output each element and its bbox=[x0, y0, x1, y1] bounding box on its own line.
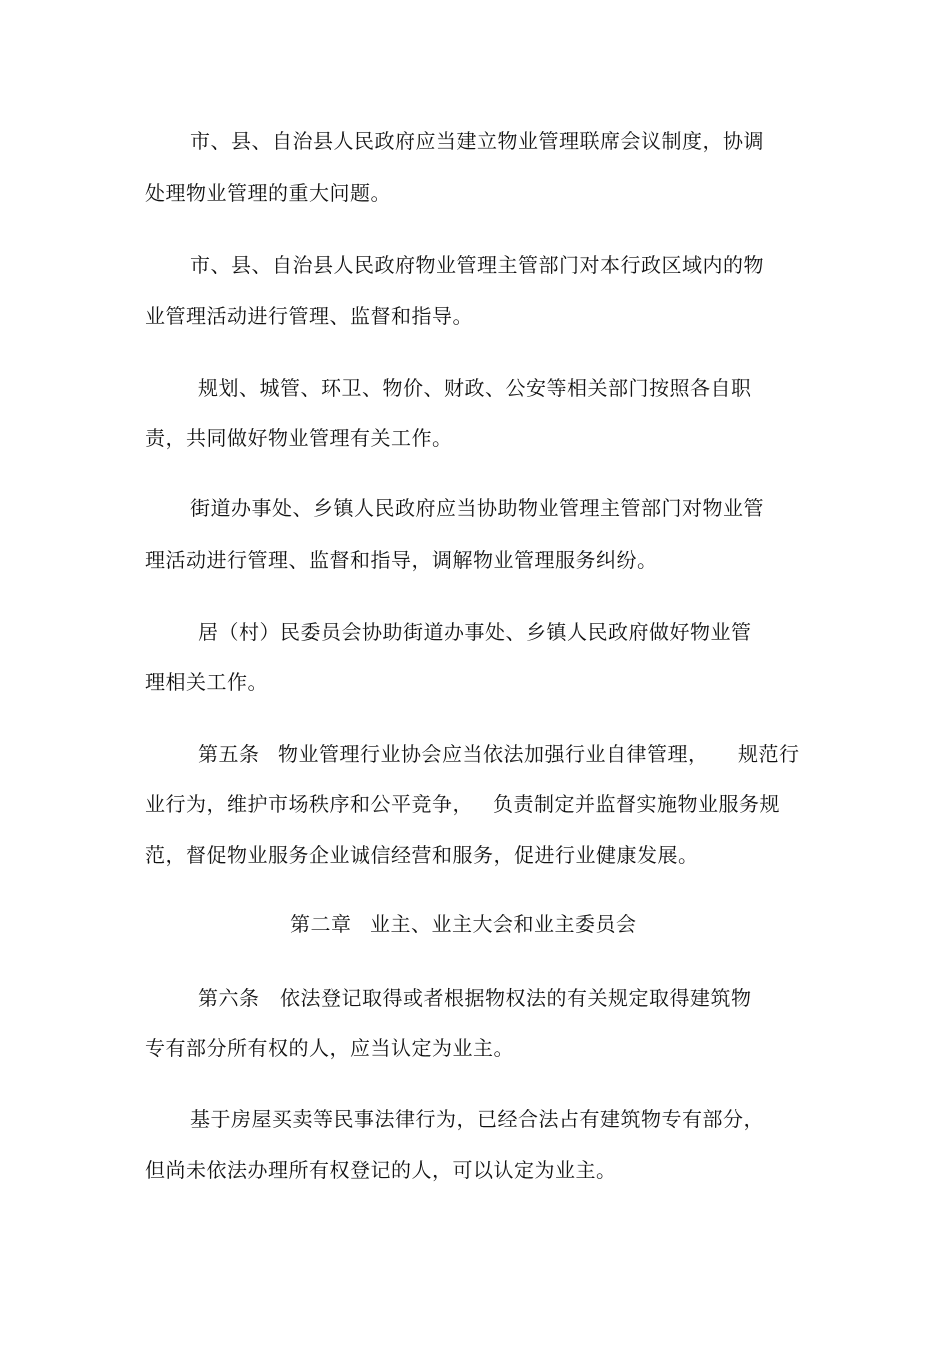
paragraph-5-line-1: 居（村）民委员会协助街道办事处、乡镇人民政府做好物业管 bbox=[198, 620, 752, 644]
paragraph-4-line-1: 街道办事处、乡镇人民政府应当协助物业管理主管部门对物业管 bbox=[190, 496, 764, 520]
article-5-line-2-end: 负责制定并监督实施物业服务规 bbox=[493, 792, 780, 816]
paragraph-1-line-1: 市、县、自治县人民政府应当建立物业管理联席会议制度，协调 bbox=[190, 129, 764, 153]
paragraph-2-line-2: 业管理活动进行管理、监督和指导。 bbox=[145, 304, 473, 328]
article-6-line-1-text: 依法登记取得或者根据物权法的有关规定取得建筑物 bbox=[280, 986, 752, 1010]
chapter-2-title: 业主、业主大会和业主委员会 bbox=[370, 912, 637, 936]
article-5-line-2-start: 业行为，维护市场秩序和公平竞争， bbox=[145, 792, 473, 816]
paragraph-3-line-2: 责，共同做好物业管理有关工作。 bbox=[145, 426, 453, 450]
paragraph-6-line-1: 基于房屋买卖等民事法律行为，已经合法占有建筑物专有部分， bbox=[190, 1107, 764, 1131]
article-6-label: 第六条 bbox=[198, 986, 260, 1010]
paragraph-4-line-2: 理活动进行管理、监督和指导，调解物业管理服务纠纷。 bbox=[145, 548, 658, 572]
article-5-label: 第五条 bbox=[198, 742, 260, 766]
paragraph-2-line-1: 市、县、自治县人民政府物业管理主管部门对本行政区域内的物 bbox=[190, 253, 764, 277]
paragraph-5-line-2: 理相关工作。 bbox=[145, 670, 268, 694]
article-5-line-3: 范，督促物业服务企业诚信经营和服务，促进行业健康发展。 bbox=[145, 843, 699, 867]
paragraph-3-line-1: 规划、城管、环卫、物价、财政、公安等相关部门按照各自职 bbox=[198, 376, 752, 400]
paragraph-1-line-2: 处理物业管理的重大问题。 bbox=[145, 181, 391, 205]
article-5-line-1-text: 物业管理行业协会应当依法加强行业自律管理， bbox=[278, 742, 709, 766]
paragraph-6-line-2: 但尚未依法办理所有权登记的人，可以认定为业主。 bbox=[145, 1158, 617, 1182]
article-6-line-2: 专有部分所有权的人，应当认定为业主。 bbox=[145, 1036, 514, 1060]
article-5-line-1-end: 规范行 bbox=[738, 742, 800, 766]
chapter-2-number: 第二章 bbox=[290, 912, 352, 936]
